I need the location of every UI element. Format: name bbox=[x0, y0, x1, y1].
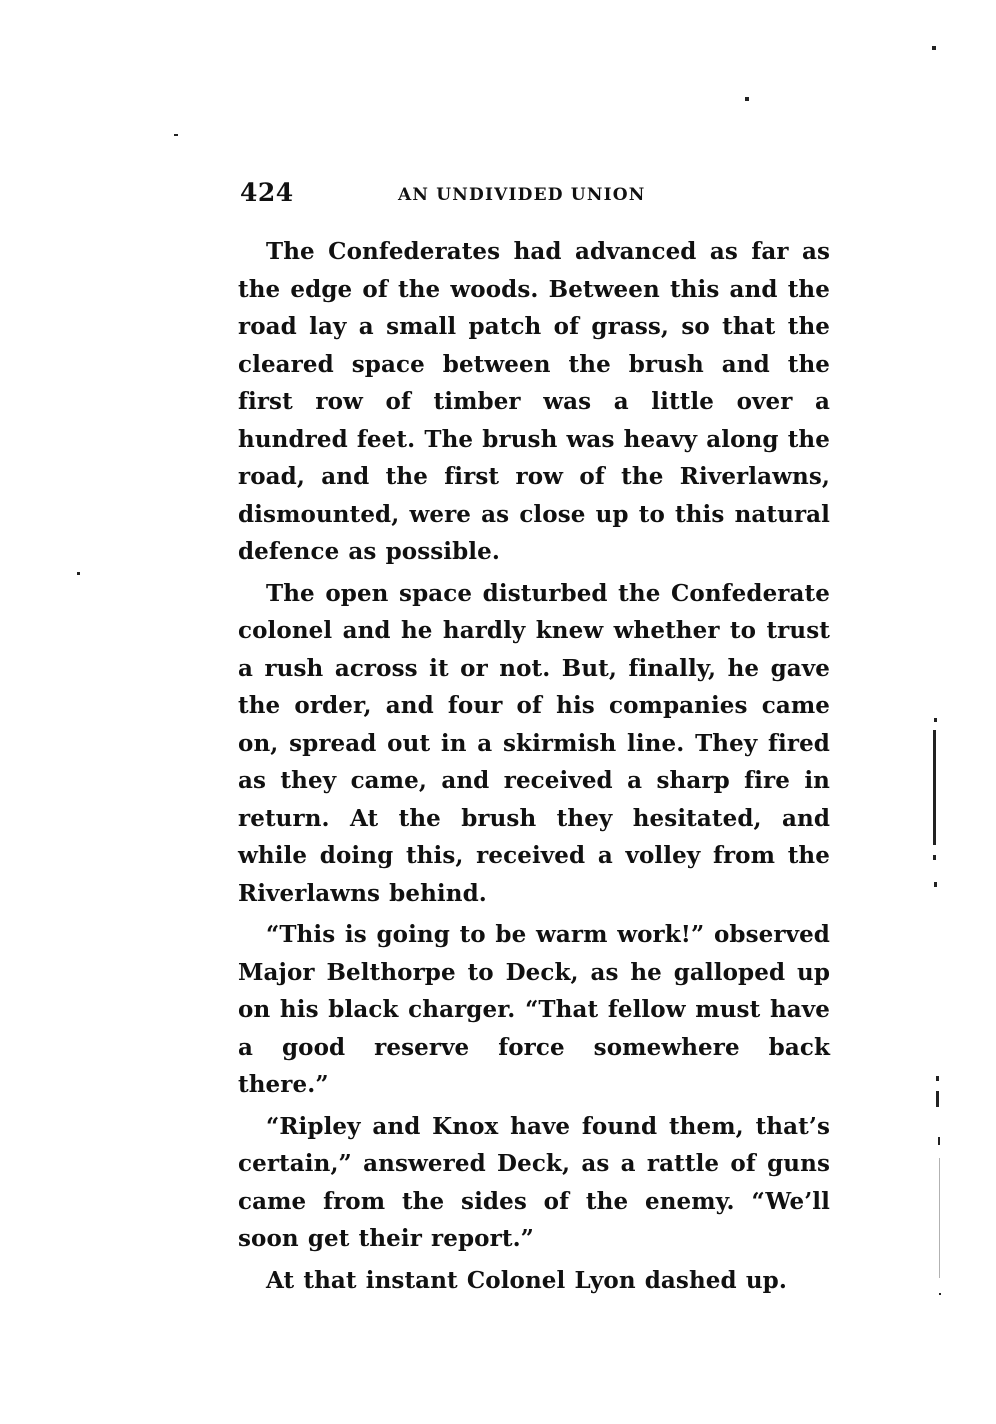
scan-speck bbox=[174, 134, 178, 136]
paragraph-2: The open space disturbed the Confederate colonel and he hardly knew whether to trust a rush across it or not. But, finally, he gave the order, and four of his companies came on, spread out in a skirmish line. They fired as they came, and received a sharp fire in return. At the brush they hesitated, and while doing this, received a volley from the Riverlawns behind. bbox=[238, 579, 830, 907]
running-title: AN UNDIVIDED UNION bbox=[398, 185, 646, 205]
paragraph-3: “This is going to be warm work!” observed Major Belthorpe to Deck, as he galloped up on his black charger. “That fellow must have a good reserve force somewhere back there.” bbox=[238, 921, 830, 1098]
scan-speck bbox=[77, 572, 80, 575]
scan-speck bbox=[934, 882, 937, 887]
scan-speck bbox=[745, 97, 749, 101]
page-number: 424 bbox=[240, 178, 294, 207]
scan-speck bbox=[939, 1293, 941, 1295]
scan-edge-line bbox=[934, 718, 937, 722]
paragraph-1: The Confederates had advanced as far as the edge of the woods. Between this and the road lay a small patch of grass, so that the cleared space between the brush and the first row of timber was a little over a hundred feet. The brush was heavy along the road, and the first row of the Riverlawns, dismounted, were as close up to this natural defence as possible. bbox=[238, 238, 830, 565]
scan-edge-line bbox=[933, 730, 936, 845]
paragraph-5: At that instant Colonel Lyon dashed up. bbox=[266, 1266, 787, 1294]
scan-edge-line bbox=[938, 1137, 940, 1145]
scan-edge-line bbox=[939, 1158, 940, 1278]
paragraph-4: “Ripley and Knox have found them, that’s certain,” answered Deck, as a rattle of guns came from the sides of the enemy. “We’ll soon get their report.” bbox=[238, 1112, 830, 1252]
scan-speck bbox=[936, 1076, 939, 1081]
body-text bbox=[238, 233, 830, 1303]
scan-speck bbox=[933, 855, 936, 860]
scan-edge-line bbox=[936, 1091, 939, 1107]
scan-speck bbox=[932, 46, 936, 50]
